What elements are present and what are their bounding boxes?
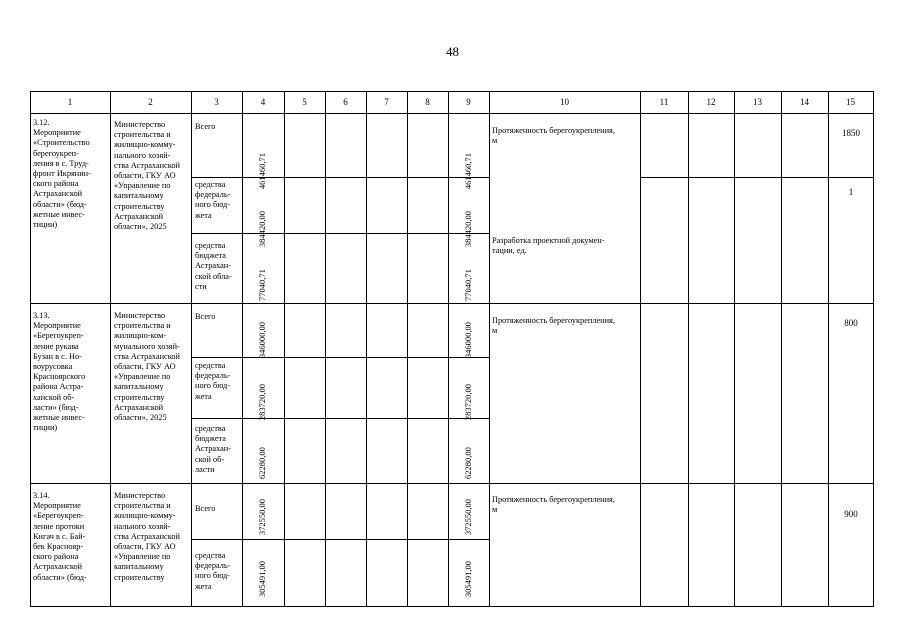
header-col-3: 3 [214, 97, 219, 107]
funding-source-total: Всего [195, 122, 216, 131]
col-line [407, 91, 408, 606]
col-line [325, 91, 326, 606]
program-table: 1 2 3 4 5 6 7 8 9 10 11 12 13 14 15 3.12. Мероприятие «Строительство берегоукреп- ления в с. Труд- фронт Икрянин- ского района Астраханской области» (бюд- жетные инвес- тиции) Министерство строительства и жилищно-комму- нального хозяй- ства Астраханской области, ГКУ АО «Управление по капитальному строительству Астраханской области», 2025 Всего 461460,71 461460,71 средства федераль- ного бюд- жета 384420,00 384420,00 средства бюджета Астрахан- ской обла- сти 77040,71 77040,71 Протяженность берегоукрепления, м 1850 Разработка проектной докумен- тации, ед. 1 3.13. Мероприятие «Берегоукреп- ление рукава Бузан в с. Но- воурусовка Красноярского района Астра- ханской об- ласти» (бюд- жетные инвес- тиции) Министерство строительства и жилищно-ком- мунального хозяй- ства Астраханской области, ГКУ АО «Управление по капитальному строительству Астраханской области», 2025 Всего 346000,00 346000,00 средства федераль- ного бюд- жета 283720,00 283720,00 средства бюджета Астрахан- ской об- ласти 62280,00 62280,00 Протяженность берегоукрепления, м 800 3.14. Мероприятие «Берегоукреп- ление протоки Кигач в с. Бай- бек Краснояр- ского района Астраханской области» (бюд- Министерство строительства и жилищно-комму- нального хозяй- ства Астраханской области, ГКУ АО «Управление по капитальному строительству Всего 372550,00 372550,00 средства федераль- ного бюд- жета 305491,00 305491,00 Протяженность берегоукрепления, м 900 [30, 91, 874, 611]
page-number: 48 [446, 44, 459, 59]
col-line [489, 91, 490, 606]
header-col-8: 8 [425, 97, 430, 107]
col-line [688, 91, 689, 606]
subrow-divider [191, 233, 489, 234]
row-3-14-executor: Министерство строительства и жилищно-комму- нального хозяй- ства Астраханской области, ГКУ АО «Управление по капитальному строительству [114, 491, 180, 582]
row-3-12-executor: Министерство строительства и жилищно-комму- нального хозяй- ства Астраханской области, ГКУ АО «Управление по капитальному строительству Астраханской области», 2025 [114, 120, 180, 232]
indicator-value: 900 [844, 509, 858, 519]
row-3-13-divider [30, 483, 874, 484]
indicator-text: Разработка проектной докумен- тации, ед. [492, 236, 605, 256]
header-col-15: 15 [846, 97, 855, 107]
subrow-divider [191, 539, 489, 540]
funding-source-total: Всего [195, 504, 216, 513]
subrow-divider [191, 177, 489, 178]
col-line [640, 91, 641, 606]
col-line [448, 91, 449, 606]
indicator-value: 1850 [842, 128, 860, 138]
header-row-divider [30, 113, 874, 114]
row-3-13-name: 3.13. Мероприятие «Берегоукреп- ление рукава Бузан в с. Но- воурусовка Красноярского района Астра- ханской об- ласти» (бюд- жетные инвес- тиции) [33, 311, 86, 433]
subrow-divider [191, 357, 489, 358]
header-col-12: 12 [706, 97, 716, 107]
table-border-bottom [30, 606, 874, 607]
col-line [30, 91, 31, 606]
funding-source-regional: средства бюджета Астрахан- ской об- ласти [195, 424, 231, 474]
col-line [734, 91, 735, 606]
funding-source-regional: средства бюджета Астрахан- ской обла- сти [195, 241, 232, 291]
indicator-value: 800 [844, 318, 858, 328]
indicator-text: Протяженность берегоукрепления, м [492, 316, 615, 336]
funding-source-federal: средства федераль- ного бюд- жета [195, 551, 231, 591]
header-col-10: 10 [560, 97, 569, 107]
funding-source-total: Всего [195, 312, 216, 321]
funding-source-federal: средства федераль- ного бюд- жета [195, 180, 231, 220]
header-col-11: 11 [659, 97, 669, 107]
header-col-14: 14 [800, 97, 809, 107]
col-line [873, 91, 874, 606]
indicator-text: Протяженность берегоукрепления, м [492, 495, 615, 515]
header-col-2: 2 [148, 97, 153, 107]
row-3-12-divider [30, 303, 874, 304]
header-col-7: 7 [384, 97, 389, 107]
header-col-5: 5 [302, 97, 307, 107]
header-col-4: 4 [260, 97, 266, 107]
col-line [110, 91, 111, 606]
subrow-divider [191, 418, 489, 419]
col-line [828, 91, 829, 606]
header-col-9: 9 [466, 97, 471, 107]
col-line [366, 91, 367, 606]
row-3-13-executor: Министерство строительства и жилищно-ком- мунального хозяй- ства Астраханской области, ГКУ АО «Управление по капитальному строительству Астраханской области», 2025 [114, 311, 180, 423]
row-3-12-name: 3.12. Мероприятие «Строительство берегоукреп- ления в с. Труд- фронт Икрянин- ского района Астраханской области» (бюд- жетные инвес- тиции) [33, 118, 91, 230]
subrow-divider [640, 177, 874, 178]
header-col-6: 6 [343, 97, 348, 107]
indicator-text: Протяженность берегоукрепления, м [492, 126, 615, 146]
col-line [242, 91, 243, 606]
col-line [284, 91, 285, 606]
col-line [191, 91, 192, 606]
col-line [781, 91, 782, 606]
funding-source-federal: средства федераль- ного бюд- жета [195, 361, 231, 401]
indicator-value: 1 [848, 187, 854, 197]
header-col-13: 13 [753, 97, 762, 107]
row-3-14-name: 3.14. Мероприятие «Берегоукреп- ление протоки Кигач в с. Бай- бек Краснояр- ского района Астраханской области» (бюд- [33, 491, 87, 582]
header-col-1: 1 [67, 97, 73, 107]
